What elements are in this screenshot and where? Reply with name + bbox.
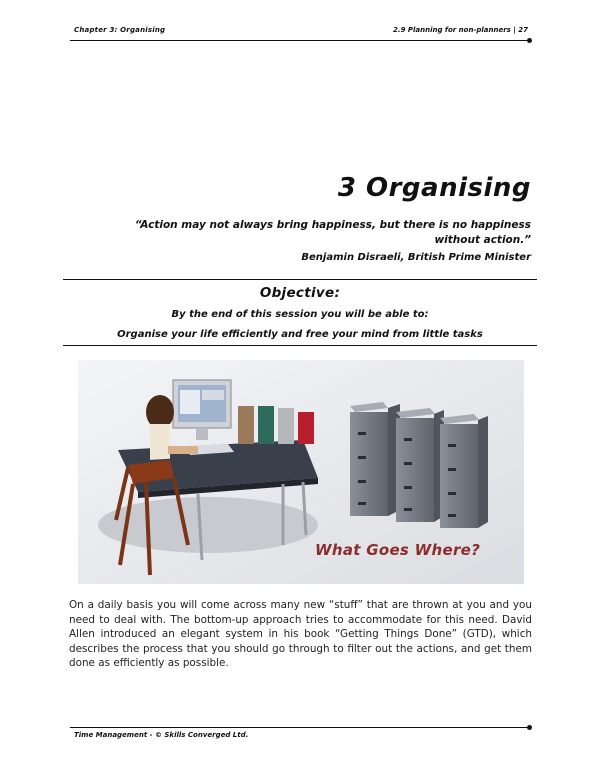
page-header-right: 2.9 Planning for non-planners | 27: [393, 26, 528, 34]
illustration-caption: What Goes Where?: [315, 541, 481, 559]
objective-subtitle: By the end of this session you will be able to:: [171, 309, 429, 320]
page-footer-left: Time Management - © Skills Converged Ltd.: [74, 731, 249, 739]
objective-top-rule: [63, 279, 537, 280]
quote-text: “Action may not always bring happiness, but there is no happiness without action.”: [134, 219, 531, 246]
objective-goal: Organise your life efficiently and free your mind from little tasks: [117, 329, 483, 340]
objective-bottom-rule: [63, 345, 537, 346]
footer-rule: [70, 727, 529, 728]
body-paragraph: On a daily basis you will come across many new “stuff” that are thrown at you and you need to deal with. The bottom-up approach tries to accommodate for this need. David Allen introduced an elegant system in his book “Getting Things Done” (GTD), which describes the process that you should go through to filter out the actions, and get them done as efficiently as possible.: [69, 599, 532, 669]
header-rule-dot: [527, 38, 532, 43]
footer-rule-dot: [527, 725, 532, 730]
quote-author: Benjamin Disraeli, British Prime Minister: [301, 252, 531, 263]
page-header-left: Chapter 3: Organising: [74, 26, 166, 34]
objective-title: Objective:: [259, 285, 341, 301]
header-rule: [70, 40, 529, 41]
chapter-title: 3 Organising: [337, 173, 531, 203]
